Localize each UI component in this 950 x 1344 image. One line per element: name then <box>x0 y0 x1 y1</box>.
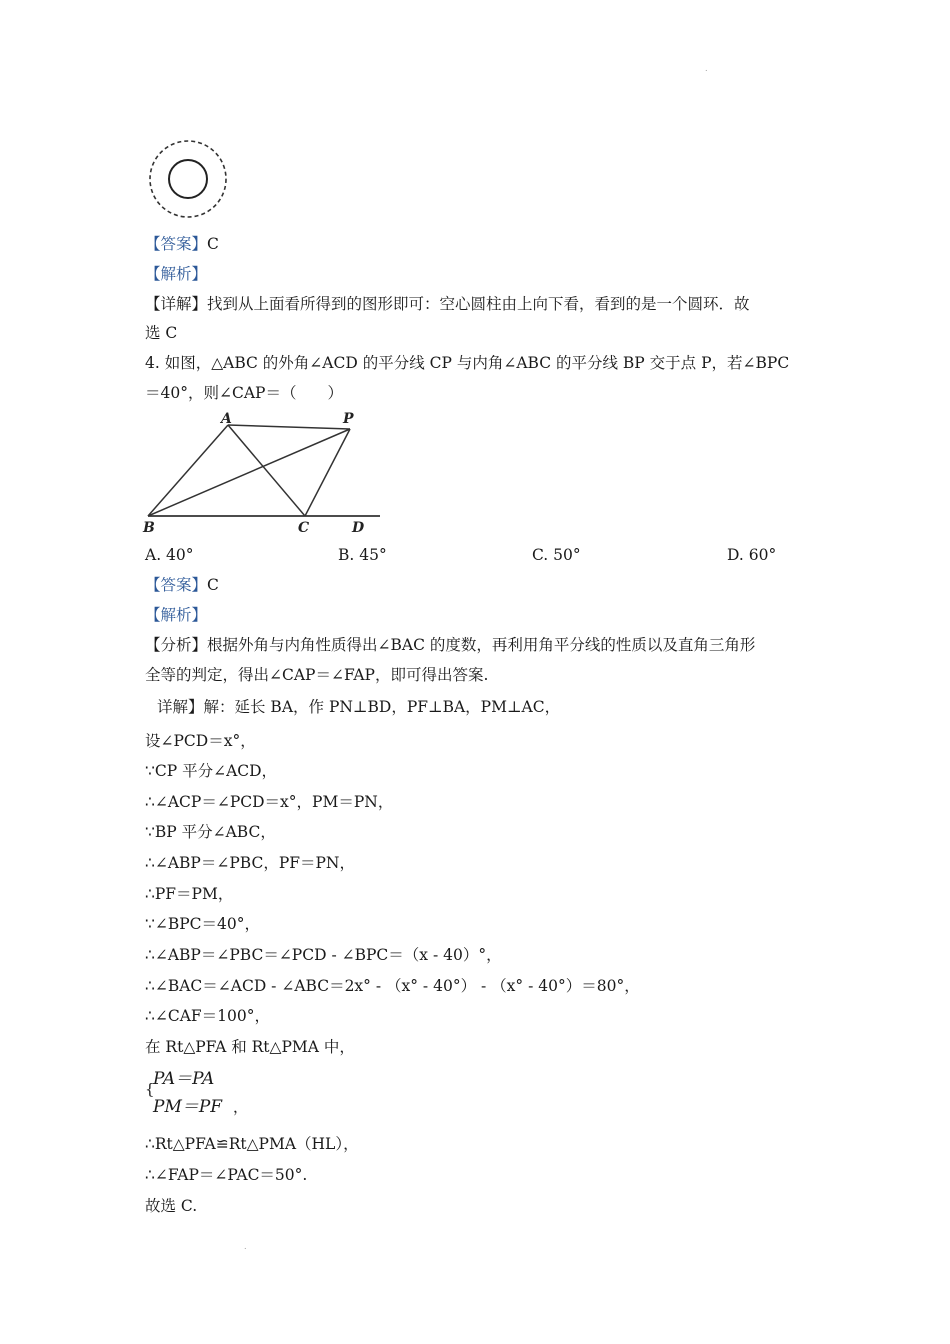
q4-final: 故选 C. <box>145 1197 198 1215</box>
q3-analysis-tag: 【解析】 <box>145 265 208 283</box>
q3-detail-line1: 【详解】找到从上面看所得到的图形即可：空心圆柱由上向下看，看到的是一个圆环．故 <box>145 295 750 313</box>
q4-conclusion-2: ∴∠FAP＝∠PAC＝50°. <box>145 1166 308 1184</box>
equation-system-brace: { <box>145 1080 155 1098</box>
label-b: B <box>143 520 155 536</box>
equation-row-2: PM＝PF <box>153 1097 223 1117</box>
segment-bp <box>148 429 350 516</box>
equation-row-1: PA＝PA <box>153 1069 215 1089</box>
label-d: D <box>352 520 365 536</box>
q4-stem-line2: ＝40°，则∠CAP＝（ ） <box>145 384 343 402</box>
q4-answer-line <box>145 574 810 596</box>
equation-system-comma: ， <box>233 1098 249 1116</box>
segment-ap <box>228 425 350 429</box>
choice-c: C. 50° <box>532 546 581 564</box>
answer-value: C <box>207 576 219 594</box>
q4-step: ∴∠BAC＝∠ACD - ∠ABC＝2x° - （x° - 40°） - （x° - 40°）＝80°， <box>145 977 640 995</box>
answer-tag: 【答案】 <box>145 576 208 594</box>
q4-stem-line1: 4. 如图，△ABC 的外角∠ACD 的平分线 CP 与内角∠ABC 的平分线 BP 交于点 P，若∠BPC <box>145 354 790 372</box>
q4-step: ∴∠ACP＝∠PCD＝x°，PM＝PN， <box>145 793 394 811</box>
speck-mark: . <box>244 1242 247 1251</box>
q4-step: ∵∠BPC＝40°， <box>145 915 261 933</box>
speck-mark: . <box>705 64 708 73</box>
inner-solid-circle <box>169 160 207 198</box>
q4-analysis-line2: 全等的判定，得出∠CAP＝∠FAP，即可得出答案. <box>145 666 489 684</box>
label-p: P <box>343 411 354 427</box>
q3-answer-line <box>145 233 810 255</box>
q4-step: 设∠PCD＝x°， <box>145 732 256 750</box>
q4-step: 在 Rt△PFA 和 Rt△PMA 中， <box>145 1038 355 1056</box>
choice-b: B. 45° <box>338 546 387 564</box>
label-a: A <box>221 411 232 427</box>
outer-dashed-circle <box>150 141 226 217</box>
choice-d: D. 60° <box>727 546 777 564</box>
choice-a: A. 40° <box>145 546 194 564</box>
ring-figure <box>140 134 240 226</box>
q4-step: ∵CP 平分∠ACD， <box>145 762 278 780</box>
answer-tag: 【答案】 <box>145 235 208 253</box>
q4-step: ∴∠ABP＝∠PBC＝∠PCD - ∠BPC＝（x - 40）°， <box>145 946 502 964</box>
segment-ba <box>148 425 228 516</box>
q4-step: 详解】解：延长 BA，作 PN⊥BD，PF⊥BA，PM⊥AC， <box>157 698 561 716</box>
q4-step: ∴∠CAF＝100°， <box>145 1007 270 1025</box>
q4-analysis-tag: 【解析】 <box>145 606 208 624</box>
label-c: C <box>298 520 310 536</box>
q4-conclusion-1: ∴Rt△PFA≌Rt△PMA（HL）， <box>145 1135 359 1153</box>
q4-step: ∴∠ABP＝∠PBC，PF＝PN， <box>145 854 355 872</box>
answer-value: C <box>207 235 219 253</box>
q3-detail-line2: 选 C <box>145 324 178 342</box>
triangle-figure <box>140 406 385 536</box>
segment-ac <box>228 425 305 516</box>
q4-step: ∴PF＝PM， <box>145 885 234 903</box>
q4-step: ∵BP 平分∠ABC， <box>145 823 276 841</box>
q4-analysis-line1: 【分析】根据外角与内角性质得出∠BAC 的度数，再利用角平分线的性质以及直角三角形 <box>145 636 756 654</box>
segment-cp <box>305 429 350 516</box>
